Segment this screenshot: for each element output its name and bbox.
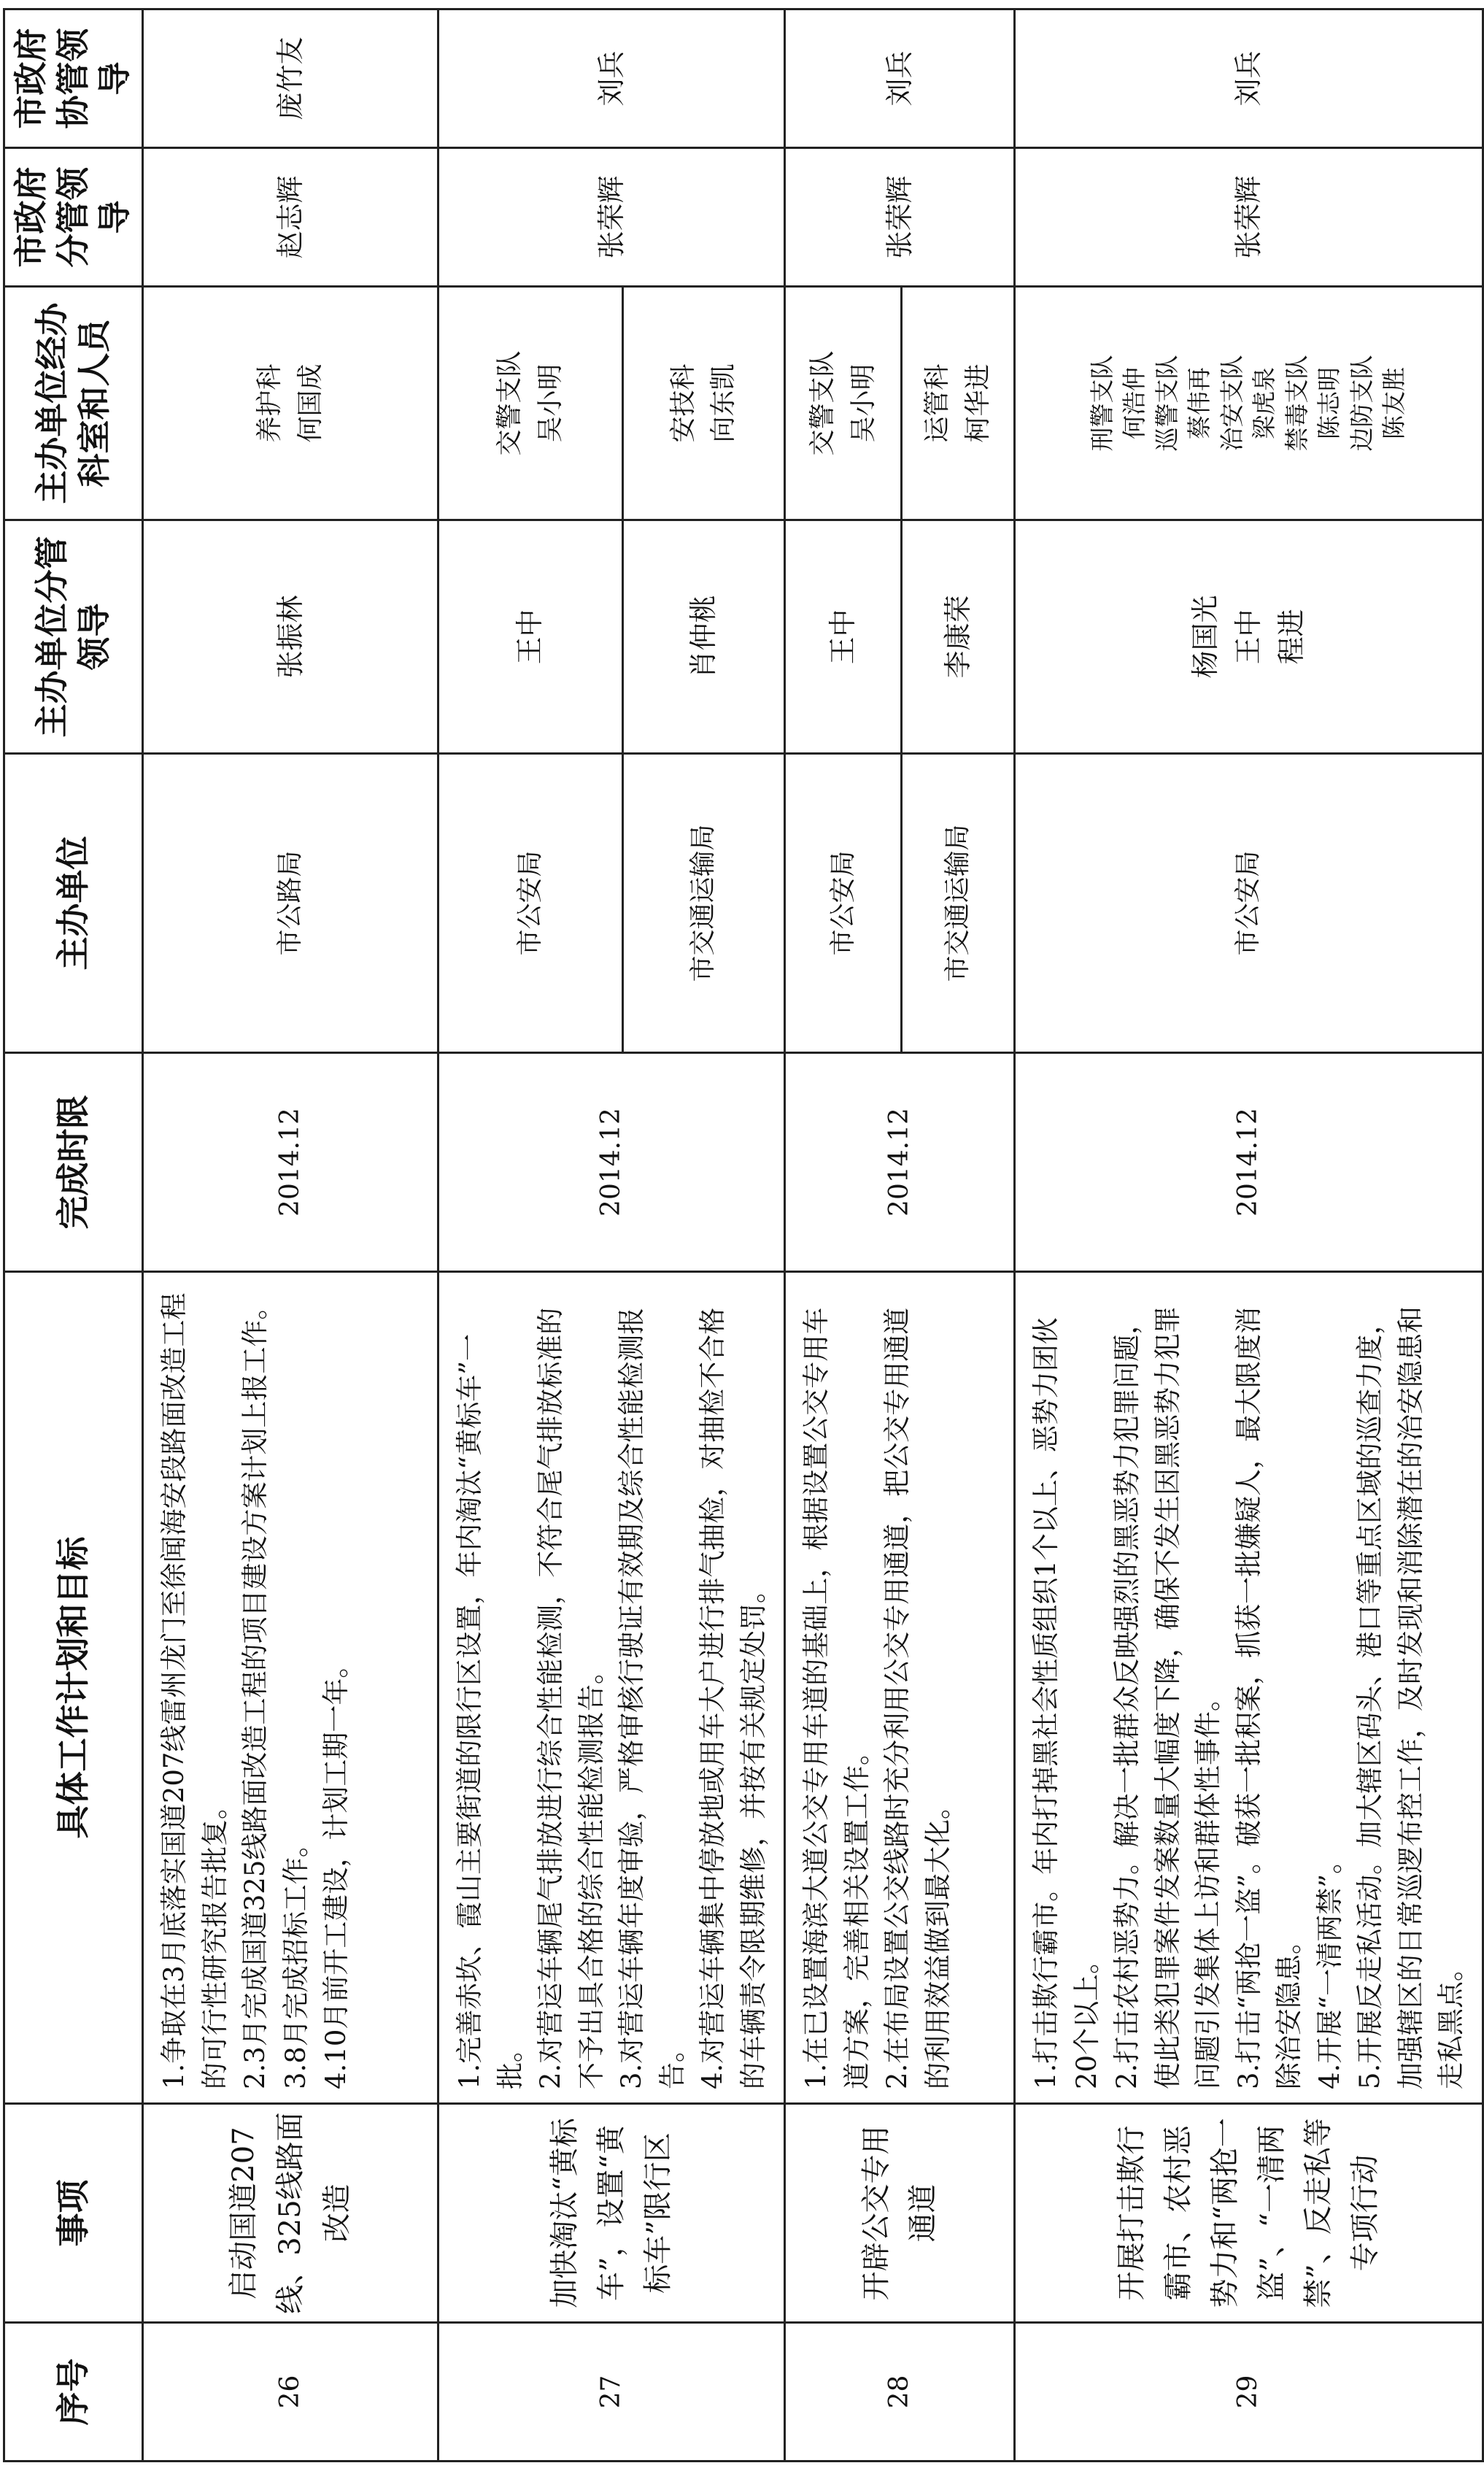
row-item: 开展打击欺行霸市、农村恶势力和“两抢一盗”、“一清两禁”、反走私等专项行动 — [1015, 2104, 1483, 2323]
plan-line: 3.打击“两抢一盗”。破获一批积案，抓获一批嫌疑人，最大限度消除治安隐患。 — [1232, 1306, 1305, 2089]
plan-line: 2.打击农村恶势力。解决一批群众反映强烈的黑恶势力犯罪问题，使此类犯罪案件发案数量大幅度下降，确保不发生因黑恶势力犯罪问题引发集体上访和群体性事件。 — [1111, 1306, 1224, 2089]
header-city-assist: 市政府协管领导 — [4, 9, 143, 148]
row-deadline: 2014.12 — [143, 1053, 438, 1272]
work-plan-table — [3, 8, 1484, 2462]
row-city-leader: 张荣辉 — [1015, 148, 1483, 287]
row-host-leader: 张振林 — [143, 520, 438, 754]
plan-line: 1.打击欺行霸市。年内打掉黑社会性质组织1个以上、恶势力团伙20个以上。 — [1030, 1317, 1102, 2089]
row-host-staff: 运管科 柯华进 — [902, 287, 1015, 520]
header-host-staff: 主办单位经办科室和人员 — [4, 287, 143, 520]
row-seq: 26 — [143, 2323, 438, 2462]
row-plan — [438, 1272, 785, 2104]
header-deadline: 完成时限 — [4, 1053, 143, 1272]
plan-line: 2.对营运车辆尾气排放进行综合性能检测，不符合尾气排放标准的不予出具合格的综合性能检测报告。 — [535, 1307, 607, 2089]
row-host-unit: 市交通运输局 — [902, 754, 1015, 1053]
plan-line: 5.开展反走私活动。加大辖区码头、港口等重点区域的巡查力度，加强辖区的日常巡逻布控工作，及时发现和消除潜在的治安隐患和走私黑点。 — [1354, 1306, 1466, 2089]
row-plan — [785, 1272, 1015, 2104]
row-item: 启动国道207线、325线路面改造 — [143, 2104, 438, 2323]
plan-line: 3.对营运车辆年度审验，严格审核行驶证有效期及综合性能检测报告。 — [616, 1307, 688, 2089]
row-host-leader: 肖仲桃 — [622, 520, 784, 754]
row-seq: 27 — [438, 2323, 785, 2462]
plan-line: 1.争取在3月底落实国道207线雷州龙门至徐闻海安段路面改造工程的可行性研究报告批复。 — [158, 1292, 231, 2089]
table-row — [785, 9, 902, 2462]
row-city-leader: 张荣辉 — [785, 148, 1015, 287]
header-seq: 序号 — [4, 2323, 143, 2462]
header-city-leader: 市政府分管领导 — [4, 148, 143, 287]
row-city-assist: 刘兵 — [438, 9, 785, 148]
row-host-leader: 王中 — [438, 520, 623, 754]
header-plan: 具体工作计划和目标 — [4, 1272, 143, 2104]
row-host-unit: 市公安局 — [1015, 754, 1483, 1053]
row-plan — [143, 1272, 438, 2104]
row-host-staff: 养护科 何国成 — [143, 287, 438, 520]
row-item: 加快淘汰“黄标车”，设置“黄标车”限行区 — [438, 2104, 785, 2323]
row-host-staff: 交警支队 吴小明 — [785, 287, 902, 520]
row-city-assist: 刘兵 — [785, 9, 1015, 148]
row-host-unit: 市交通运输局 — [622, 754, 784, 1053]
row-item: 开辟公交专用通道 — [785, 2104, 1015, 2323]
header-row — [4, 9, 143, 2462]
row-host-unit: 市公路局 — [143, 754, 438, 1053]
row-host-leader: 王中 — [785, 520, 902, 754]
plan-line: 4.10月前开工建设，计划工期一年。 — [320, 1651, 352, 2089]
row-host-unit: 市公安局 — [438, 754, 623, 1053]
plan-line: 2.在布局设置公交线路时充分利用公交专用通道，把公交专用通道的利用效益做到最大化。 — [881, 1307, 954, 2089]
row-seq: 29 — [1015, 2323, 1483, 2462]
table-row — [143, 9, 438, 2462]
row-city-assist: 刘兵 — [1015, 9, 1483, 148]
table-row — [1015, 9, 1483, 2462]
plan-line: 3.8月完成招标工作。 — [279, 1830, 312, 2089]
row-host-staff: 安技科 向东凯 — [622, 287, 784, 520]
row-host-leader: 李康荣 — [902, 520, 1015, 754]
header-host-unit: 主办单位 — [4, 754, 143, 1053]
row-city-leader: 张荣辉 — [438, 148, 785, 287]
plan-line: 4.开展“一清两禁”。 — [1313, 1846, 1345, 2089]
plan-line: 2.3月完成国道325线路面改造工程的项目建设方案计划上报工作。 — [239, 1292, 271, 2089]
header-host-leader: 主办单位分管领导 — [4, 520, 143, 754]
table-row — [438, 9, 623, 2462]
row-plan — [1015, 1272, 1483, 2104]
row-deadline: 2014.12 — [438, 1053, 785, 1272]
row-host-unit: 市公安局 — [785, 754, 902, 1053]
row-host-staff: 交警支队 吴小明 — [438, 287, 623, 520]
row-deadline: 2014.12 — [785, 1053, 1015, 1272]
plan-line: 1.在已设置海滨大道公交专用车道的基础上，根据设置公交专用车道方案，完善相关设置工作。 — [800, 1307, 873, 2089]
row-city-leader: 赵志辉 — [143, 148, 438, 287]
row-deadline: 2014.12 — [1015, 1053, 1483, 1272]
plan-line: 1.完善赤坎、霞山主要街道的限行区设置，年内淘汰“黄标车”一批。 — [454, 1333, 526, 2089]
header-item: 事项 — [4, 2104, 143, 2323]
row-host-staff: 刑警支队 何浩仲 巡警支队 蔡伟再 治安支队 梁虎泉 禁毒支队 陈志明 边防支队 陈友胜 — [1015, 287, 1483, 520]
row-seq: 28 — [785, 2323, 1015, 2462]
plan-line: 4.对营运车辆集中停放地或用车大户进行排气抽检，对抽检不合格的车辆责令限期维修，并按有关规定处罚。 — [697, 1307, 769, 2089]
row-city-assist: 庞竹友 — [143, 9, 438, 148]
row-host-leader: 杨国光 王中 程进 — [1015, 520, 1483, 754]
